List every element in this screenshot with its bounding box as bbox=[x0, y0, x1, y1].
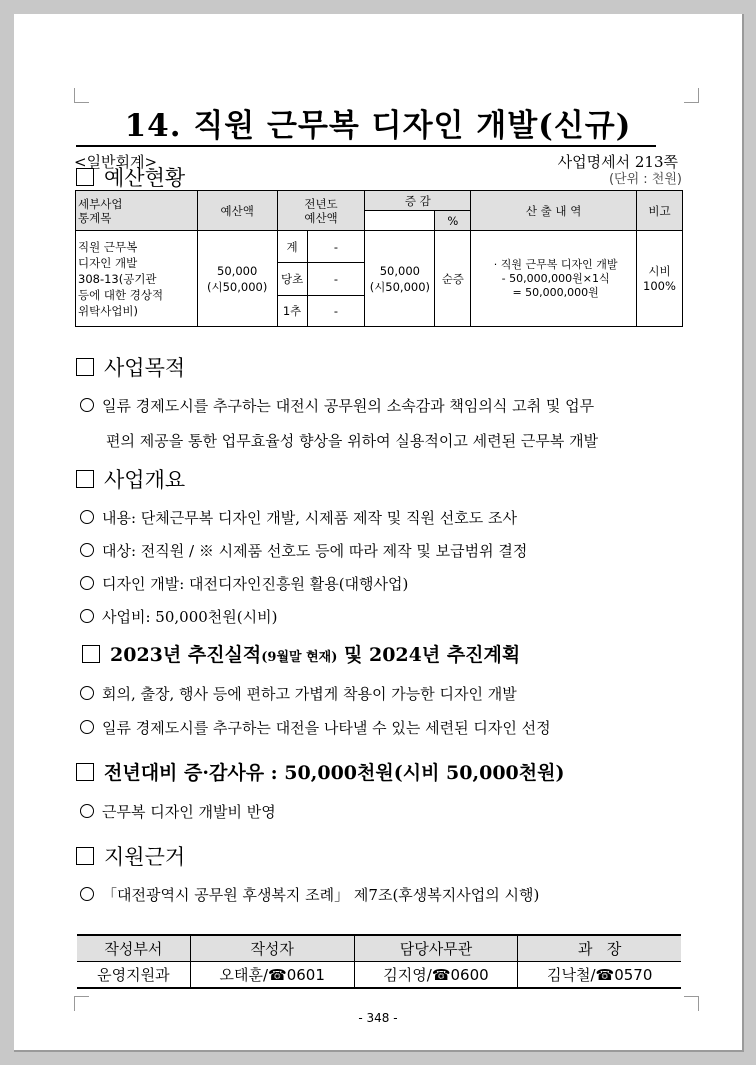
prev-label-supp: 1추 bbox=[277, 296, 307, 327]
col-change: 증 감 bbox=[365, 191, 471, 211]
checkbox-square-icon bbox=[76, 168, 94, 186]
overview-heading-text: 사업개요 bbox=[104, 468, 186, 492]
circle-bullet-icon bbox=[80, 804, 94, 818]
checkbox-square-icon bbox=[76, 763, 94, 781]
prev-value-original: - bbox=[307, 263, 365, 296]
row-change: 50,000 (시50,000) bbox=[365, 231, 435, 327]
circle-bullet-icon bbox=[80, 686, 94, 700]
row-amount: 50,000 (시50,000) bbox=[197, 231, 277, 327]
overview-item bbox=[80, 541, 527, 561]
col-pct: % bbox=[435, 211, 471, 231]
circle-bullet-icon bbox=[80, 543, 94, 557]
budget-heading bbox=[76, 162, 185, 192]
account-label: <일반회계> bbox=[74, 153, 158, 171]
checkbox-square-icon bbox=[82, 645, 100, 663]
purpose-heading bbox=[76, 352, 185, 382]
staff-header-author: 작성자 bbox=[190, 935, 354, 962]
staff-author: 오태훈/☎0601 bbox=[190, 962, 354, 989]
staff-header-dept: 작성부서 bbox=[77, 935, 190, 962]
row-pct: 순증 bbox=[435, 231, 471, 327]
prev-value-supp: - bbox=[307, 296, 365, 327]
plan-heading-small: (9월말 현재) bbox=[261, 650, 338, 665]
circle-bullet-icon bbox=[80, 887, 94, 901]
staff-dept: 운영지원과 bbox=[77, 962, 190, 989]
page-title: 14. 직원 근무복 디자인 개발(신규) bbox=[124, 108, 632, 144]
col-amount: 예산액 bbox=[197, 191, 277, 231]
change-heading bbox=[76, 758, 564, 785]
staff-header-chief: 과 장 bbox=[518, 935, 681, 962]
prev-value-total: - bbox=[307, 231, 365, 263]
change-heading-text: 전년대비 증·감사유 : 50,000천원(시비 50,000천원) bbox=[104, 762, 565, 784]
col-note: 비고 bbox=[636, 191, 682, 231]
circle-bullet-icon bbox=[80, 576, 94, 590]
budget-table bbox=[75, 190, 683, 327]
plan-text: 일류 경제도시를 추구하는 대전을 나타낼 수 있는 세련된 디자인 선정 bbox=[102, 719, 551, 737]
purpose-line bbox=[80, 396, 594, 416]
staff-chief: 김낙철/☎0570 bbox=[518, 962, 681, 989]
document-page bbox=[14, 14, 744, 1052]
crop-mark bbox=[74, 996, 89, 1011]
purpose-heading-text: 사업목적 bbox=[104, 356, 186, 380]
prev-label-original: 당초 bbox=[277, 263, 307, 296]
change-text: 근무복 디자인 개발비 반영 bbox=[102, 803, 276, 821]
prev-label-total: 계 bbox=[277, 231, 307, 263]
budget-heading-text: 예산현황 bbox=[104, 166, 186, 190]
plan-heading-text bbox=[110, 640, 520, 667]
basis-heading bbox=[76, 841, 185, 871]
plan-text: 회의, 출장, 행사 등에 편하고 가볍게 착용이 가능한 디자인 개발 bbox=[102, 685, 517, 703]
overview-item bbox=[80, 508, 517, 528]
unit-label: (단위 : 천원) bbox=[608, 172, 682, 187]
change-item bbox=[80, 802, 276, 822]
staff-table bbox=[77, 934, 681, 989]
basis-item bbox=[80, 885, 539, 905]
doc-reference: 사업명세서 213쪽 bbox=[557, 153, 678, 171]
overview-text: 디자인 개발: 대전디자인진흥원 활용(대행사업) bbox=[102, 575, 409, 593]
basis-heading-text: 지원근거 bbox=[104, 845, 186, 869]
overview-item bbox=[80, 574, 408, 594]
row-calc: · 직원 근무복 디자인 개발 - 50,000,000원×1식 = 50,000,000원 bbox=[471, 231, 637, 327]
circle-bullet-icon bbox=[80, 398, 94, 412]
row-item: 직원 근무복 디자인 개발 308-13(공기관 등에 대한 경상적 위탁사업비) bbox=[76, 231, 198, 327]
row-note: 시비 100% bbox=[636, 231, 682, 327]
crop-mark bbox=[684, 996, 699, 1011]
plan-heading bbox=[82, 640, 520, 667]
col-item: 세부사업 통계목 bbox=[76, 191, 198, 231]
overview-text: 대상: 전직원 / ※ 시제품 선호도 등에 따라 제작 및 보급범위 결정 bbox=[102, 542, 528, 560]
plan-heading-a: 2023년 추진실적 bbox=[110, 644, 262, 666]
col-change-blank bbox=[365, 211, 435, 231]
plan-item bbox=[80, 718, 551, 738]
circle-bullet-icon bbox=[80, 720, 94, 734]
plan-heading-b: 및 2024년 추진계획 bbox=[337, 644, 521, 666]
staff-officer: 김지영/☎0600 bbox=[354, 962, 518, 989]
col-calc: 산 출 내 역 bbox=[471, 191, 637, 231]
checkbox-square-icon bbox=[76, 847, 94, 865]
checkbox-square-icon bbox=[76, 470, 94, 488]
overview-text: 사업비: 50,000천원(시비) bbox=[102, 608, 278, 626]
circle-bullet-icon bbox=[80, 510, 94, 524]
overview-item bbox=[80, 607, 277, 627]
plan-item bbox=[80, 684, 517, 704]
overview-text: 내용: 단체근무복 디자인 개발, 시제품 제작 및 직원 선호도 조사 bbox=[102, 509, 517, 527]
overview-heading bbox=[76, 464, 185, 494]
basis-text: 「대전광역시 공무원 후생복지 조례」 제7조(후생복지사업의 시행) bbox=[102, 886, 540, 904]
purpose-line-cont: 편의 제공을 통한 업무효율성 향상을 위하여 실용적이고 세련된 근무복 개발 bbox=[106, 432, 599, 450]
checkbox-square-icon bbox=[76, 358, 94, 376]
staff-header-officer: 담당사무관 bbox=[354, 935, 518, 962]
page-number: - 348 - bbox=[358, 1011, 398, 1025]
title-underline bbox=[76, 145, 656, 147]
circle-bullet-icon bbox=[80, 609, 94, 623]
purpose-text-1: 일류 경제도시를 추구하는 대전시 공무원의 소속감과 책임의식 고취 및 업무 bbox=[102, 397, 595, 415]
col-prev: 전년도 예산액 bbox=[277, 191, 365, 231]
